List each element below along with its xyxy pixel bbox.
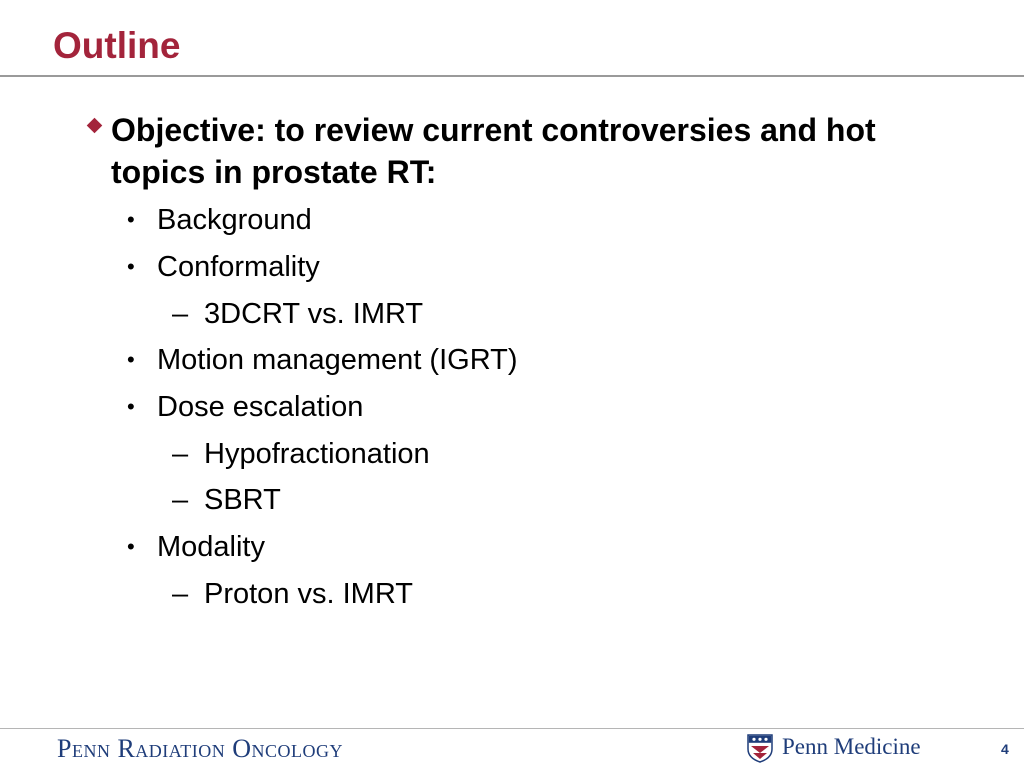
list-item-motion-management: Motion management (IGRT) (157, 344, 518, 376)
list-item-background: Background (157, 204, 312, 236)
bullet-icon: • (127, 254, 135, 279)
bullet-icon: • (127, 534, 135, 559)
footer-divider (0, 728, 1024, 729)
slide-title: Outline (53, 25, 181, 66)
penn-medicine-logo: Penn Medicine (782, 734, 921, 759)
dash-icon: – (172, 438, 189, 470)
list-item-modality: Modality (157, 531, 265, 563)
dash-icon: – (172, 484, 189, 516)
bullet-icon: • (127, 394, 135, 419)
penn-shield-icon (746, 733, 774, 763)
objective-bullet-icon (87, 118, 103, 134)
objective-text: Objective: to review current controversies and hot topics in prostate RT: (111, 112, 876, 190)
list-item-dose-escalation: Dose escalation (157, 391, 364, 423)
dash-icon: – (172, 578, 189, 610)
bullet-icon: • (127, 347, 135, 372)
list-item-conformality: Conformality (157, 251, 320, 283)
dash-icon: – (172, 298, 189, 330)
penn-radiation-oncology-logo: Penn Radiation Oncology (57, 734, 344, 763)
sub-item-sbrt: SBRT (204, 484, 281, 516)
bullet-icon: • (127, 207, 135, 232)
sub-item-3dcrt-vs-imrt: 3DCRT vs. IMRT (204, 298, 424, 330)
sub-item-proton-vs-imrt: Proton vs. IMRT (204, 578, 413, 610)
title-divider (0, 75, 1024, 77)
sub-item-hypofractionation: Hypofractionation (204, 438, 430, 470)
page-number: 4 (1001, 741, 1009, 757)
